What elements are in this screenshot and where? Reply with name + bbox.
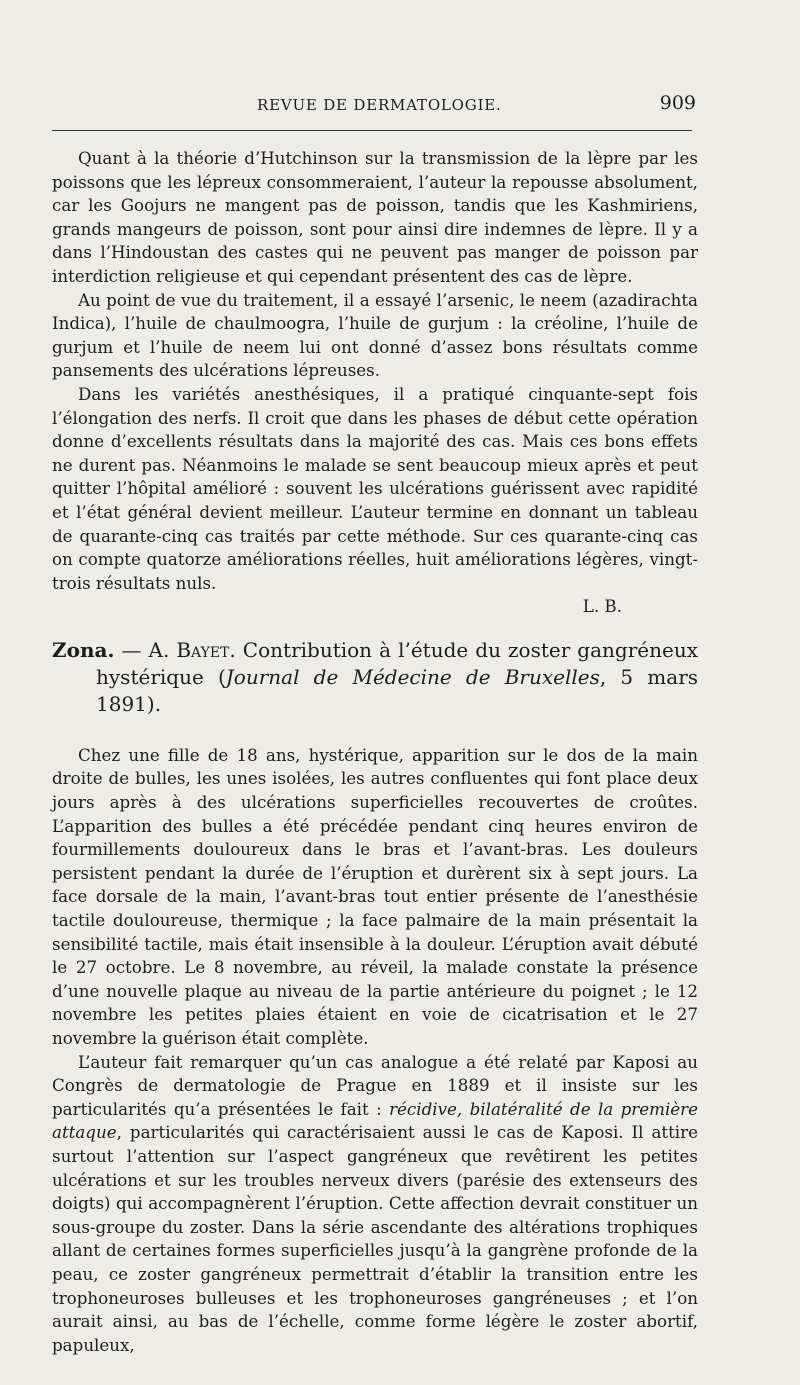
author-surname: Bayet	[176, 637, 230, 662]
paragraph: Chez une fille de 18 ans, hystérique, apparition sur le dos de la main droite de bulles, les unes isolées, les autres confluentes qui font place deux jours après à des ulcérations superficielles recouvertes de croûtes. L’apparition des bulles a été précédée pendant cinq heures environ de fourmillements douloureux dans le bras et l’avant-bras. Les douleurs persistent pendant la durée de l’éruption et durèrent six à sept jours. La face dorsale de la main, l’avant-bras tout entier présente de l’anesthésie tactile douloureuse, thermique ; la face palmaire de la main présentait la sensibilité tactile, mais était insensible à la douleur. L’éruption avait débuté le 27 octobre. Le 8 novembre, au réveil, la malade constate la présence d’une nouvelle plaque au niveau de la partie antérieure du poignet ; le 12 novembre les petites plaies étaient en voie de cicatrisation et le 27 novembre la guérison était complète.	[52, 744, 698, 1048]
heading-dash: —	[114, 637, 149, 662]
paragraph: Au point de vue du traitement, il a essayé l’arsenic, le neem (azadirachta Indica), l’huile de chaulmoogra, l’huile de gurjum : la créoline, l’huile de gurjum et l’huile de neem lui ont donné d’assez bons résultats comme pansements des ulcérations lépreuses.	[52, 289, 698, 381]
paragraph: Dans les variétés anesthésiques, il a pratiqué cinquante-sept fois l’élongation des nerfs. Il croit que dans les phases de début cette opération donne d’excellents résultats dans la majorité des cas. Mais ces bons effets ne durent pas. Néanmoins le malade se sent beaucoup mieux après et peut quitter l’hôpital amélioré : souvent les ulcérations guérissent avec rapidité et l’état général devient meilleur. L’auteur termine en donnant un tableau de quarante-cinq cas traités par cette méthode. Sur ces quarante-cinq cas on compte quatorze améliorations réelles, huit améliorations légères, vingt-trois résultats nuls.	[52, 383, 698, 593]
running-title: REVUE DE DERMATOLOGIE.	[257, 96, 502, 114]
author-initial: A.	[148, 637, 177, 662]
paragraph-text: L’auteur fait remarquer qu’un cas analogue a été relaté par Kaposi au Congrès de dermatologie de Prague en 1889 et il insiste sur les particularités qu’a présentées le fait :	[52, 1051, 698, 1119]
article-heading	[52, 637, 698, 718]
header-rule	[52, 130, 692, 131]
publication-date: , 5 mars 1891).	[96, 664, 699, 716]
page-header	[52, 92, 696, 122]
review-signature: L. B.	[582, 596, 622, 617]
rubric-label: Zona.	[52, 637, 115, 662]
page-body	[52, 147, 698, 1357]
paragraph-text: , particularités qui caractérisaient aussi le cas de Kaposi. Il attire surtout l’attention sur l’aspect gangréneux que revêtirent les petites ulcérations et sur les troubles nerveux divers (parésie des extenseurs des doigts) qui accompagnèrent l’éruption. Cette affection devrait constituer un sous-groupe du zoster. Dans la série ascendante des altérations trophiques allant de certaines formes superficielles jusqu’à la gangrène profonde de la peau, ce zoster gangréneux permettrait d’établir la transition entre les trophoneuroses bulleuses et les trophoneuroses gangréneuses ; et l’on aurait ainsi, au bas de l’échelle, comme forme légère le zoster abortif, papuleux,	[52, 1122, 698, 1355]
paragraph: Quant à la théorie d’Hutchinson sur la transmission de la lèpre par les poissons que les lépreux consommeraient, l’auteur la repousse absolument, car les Goojurs ne mangent pas de poisson, tandis que les Kashmiriens, grands mangeurs de poisson, sont pour ainsi dire indemnes de lèpre. Il y a dans l’Hindoustan des castes qui ne peuvent pas manger de poisson par interdiction religieuse et qui cependant présentent des cas de lèpre.	[52, 148, 698, 286]
paragraph	[52, 1051, 698, 1358]
emphasis-text: récidive, bilatéralité de la première attaque	[52, 1098, 699, 1143]
page-number: 909	[659, 92, 696, 114]
journal-name: Journal de Médecine de Bruxelles	[225, 664, 600, 689]
article-title: . Contribution à l’étude du zoster gangréneux hystérique (	[96, 637, 698, 689]
